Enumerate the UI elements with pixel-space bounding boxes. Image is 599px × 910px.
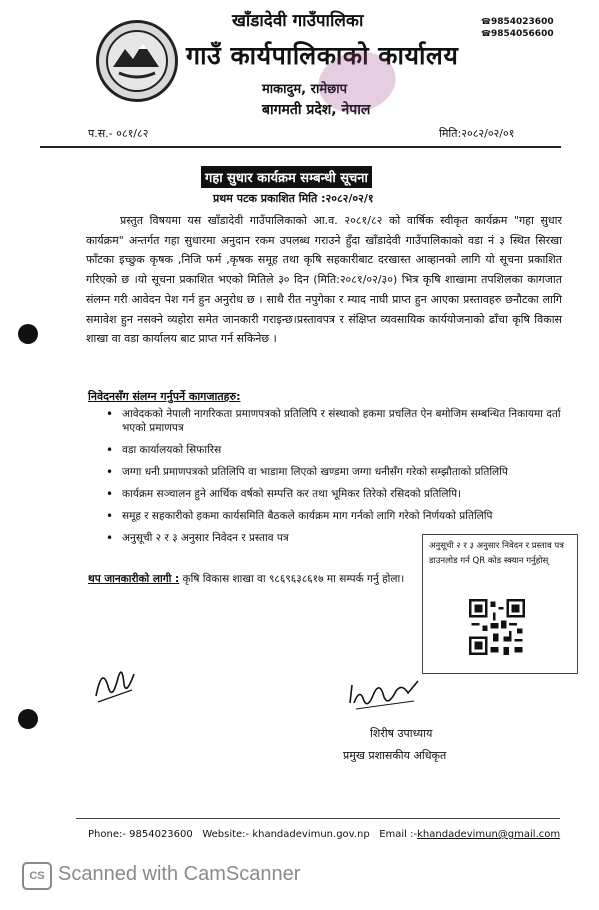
attachments-list bbox=[100, 407, 570, 553]
notice-title: गहा सुधार कार्यक्रम सम्बन्धी सूचना bbox=[201, 166, 372, 188]
attachment-item: • आवेदकको नेपाली नागरिकता प्रमाणपत्रको प्रतिलिपि र संस्थाको हकमा प्रचलित ऐन बमोजिम सम्बन्धित निकायमा दर्ता भएको प्रमाणपत्र bbox=[100, 407, 570, 435]
phone-numbers bbox=[481, 16, 554, 40]
office-name: गाउँ कार्यपालिकाको कार्यालय bbox=[186, 41, 459, 70]
initials-signature bbox=[92, 656, 138, 706]
contact-text: कृषि विकास शाखा वा ९८६९६३८६१७ मा सम्पर्क गर्नु होला। bbox=[182, 573, 405, 585]
qr-code-icon[interactable] bbox=[469, 599, 525, 655]
attachment-item: • जग्गा धनी प्रमाणपत्रको प्रतिलिपि वा भाडामा लिएको खण्डमा जग्गा धनीसँग गरेको सम्झौताको प्रतिलिपि bbox=[100, 465, 570, 479]
camscanner-watermark: Scanned with CamScanner bbox=[58, 863, 301, 885]
notice-paragraph: प्रस्तुत विषयमा यस खाँडादेवी गाउँपालिकाको आ.व. २०८१/८२ को वार्षिक स्वीकृत कार्यक्रम "गहा सुधार कार्यक्रम" अन्तर्गत गहा सुधारमा अनुदान रकम उपलब्ध गराउने हुँदा खाँडादेवी गाउँपालिकाको वडा नं ३ स्थित सिरखा फाँटका इच्छुक कृषक ,निजि फर्म ,कृषक समूह तथा कृषि सहकारीबाट दरखास्त आव्हानको लागि यो सूचना प्रकाशित गरिएको छ ।यो सूचना प्रकाशित भएको मितिले ३० दिन (मिति:२०८१/०२/३०) भित्र कृषि शाखामा तपशिलका कागजात संलग्न गरी आवेदन पेश गर्न हुन अनुरोध छ । साथै रीत नपुगेका र म्याद नाघी प्राप्त हुन आएका प्रस्तावहरु छनौटका लागि समावेश हुन नसक्ने व्यहोरा समेत जानकारी गराइन्छ।प्रस्तावपत्र र संक्षिप्त व्यवसायिक कार्ययोजनाको ढाँचा कृषि विकास शाखा वा वडा कार्यालय बाट प्राप्त गर्न सकिनेछ । bbox=[86, 214, 562, 346]
qr-instruction: अनुसूची २ र ३ अनुसार निवेदन र प्रस्ताव पत्र डाउनलोड गर्न QR कोड स्क्यान गर्नुहोस् bbox=[429, 541, 564, 566]
signatory-name: शिरीष उपाध्याय bbox=[370, 727, 433, 740]
footer-divider bbox=[76, 818, 560, 819]
footer-phone: Phone:- 9854023600 bbox=[88, 829, 193, 840]
signatory-designation: प्रमुख प्रशासकीय अधिकृत bbox=[343, 749, 447, 762]
municipality-name: खाँडादेवी गाउँपालिका bbox=[232, 11, 364, 31]
officer-signature bbox=[346, 673, 422, 715]
reference-number: प.स.- ०८१/८२ bbox=[88, 127, 149, 140]
footer-website[interactable]: Website:- khandadevimun.gov.np bbox=[202, 829, 370, 840]
punch-hole bbox=[18, 324, 38, 344]
attachments-heading: निवेदनसँग संलग्न गर्नुपर्ने कागजातहरु: bbox=[88, 390, 241, 403]
header-divider bbox=[40, 146, 561, 148]
phone-number: ☎ 9854056600 bbox=[481, 28, 554, 40]
address-line-2: बागमती प्रदेश, नेपाल bbox=[262, 102, 371, 118]
address-line-1: माकादुम, रामेछाप bbox=[262, 82, 347, 97]
attachment-item: • वडा कार्यालयको सिफारिस bbox=[100, 443, 570, 457]
attachment-item: • कार्यक्रम सञ्चालन हुने आर्थिक वर्षको सम्पत्ति कर तथा भूमिकर तिरेको रसिदको प्रतिलिपि। bbox=[100, 487, 570, 501]
footer-contact bbox=[88, 829, 560, 840]
emblem-icon bbox=[99, 23, 175, 99]
attachment-item: • अनुसूची २ र ३ अनुसार निवेदन र प्रस्ताव पत्र bbox=[100, 531, 570, 545]
footer-email-link[interactable]: khandadevimun@gmail.com bbox=[417, 829, 561, 840]
phone-number: ☎ 9854023600 bbox=[481, 16, 554, 28]
contact-label: थप जानकारीको लागी : bbox=[88, 573, 180, 585]
municipality-logo bbox=[96, 20, 178, 102]
contact-line bbox=[88, 572, 404, 586]
camscanner-icon: CS bbox=[22, 862, 52, 890]
notice-body bbox=[86, 211, 562, 349]
footer-email-label: Email :- bbox=[379, 829, 418, 840]
letter-date: मिति:२०८२/०२/०१ bbox=[439, 127, 515, 140]
attachment-item: • समूह र सहकारीको हकमा कार्यसमिति बैठकले कार्यक्रम माग गर्नको लागि गरेको निर्णयको प्रतिलिपि bbox=[100, 509, 570, 523]
notice-subtitle: प्रथम पटक प्रकाशित मिति :२०८२/०२/१ bbox=[213, 192, 374, 205]
punch-hole bbox=[18, 709, 38, 729]
